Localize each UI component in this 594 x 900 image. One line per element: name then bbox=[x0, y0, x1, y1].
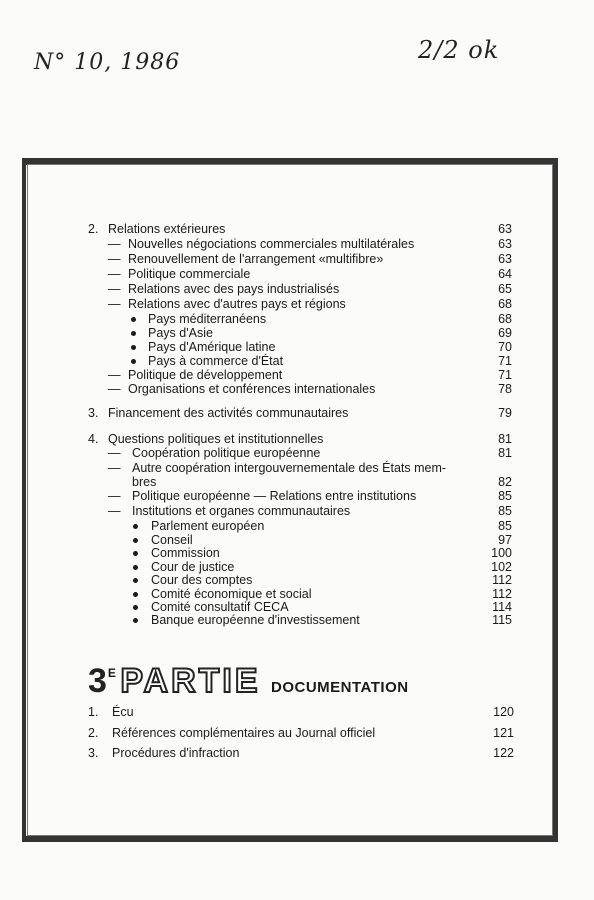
toc-page: 85 bbox=[498, 489, 512, 503]
toc-subitem: Cour de justice bbox=[151, 560, 235, 574]
toc-page: 82 bbox=[498, 475, 512, 489]
toc-subitem: Parlement européen bbox=[151, 519, 265, 533]
toc-subitem: Pays d'Asie bbox=[148, 326, 213, 340]
doc-page: 121 bbox=[493, 726, 514, 740]
toc-item: Politique européenne — Relations entre institutions bbox=[132, 489, 417, 503]
doc-page: 122 bbox=[493, 746, 514, 760]
toc-page: 68 bbox=[498, 297, 512, 311]
toc-item: Politique de développement bbox=[128, 368, 283, 382]
handwritten-page-note: 2/2 ok bbox=[418, 36, 500, 64]
doc-number: 1. bbox=[88, 705, 99, 719]
doc-title: Références complémentaires au Journal officiel bbox=[112, 726, 376, 740]
toc-page: 78 bbox=[498, 382, 512, 396]
toc-page: 70 bbox=[498, 340, 512, 354]
bullet-icon bbox=[133, 592, 138, 597]
toc-item: Autre coopération intergouvernementale des États mem- bbox=[132, 461, 447, 475]
bullet-icon bbox=[133, 605, 138, 610]
dash-mark: — bbox=[108, 297, 121, 311]
dash-mark: — bbox=[108, 237, 121, 251]
bullet-icon bbox=[131, 345, 136, 350]
toc-page: 115 bbox=[492, 613, 512, 627]
toc-subitem: Conseil bbox=[151, 533, 193, 547]
bullet-icon bbox=[131, 317, 136, 322]
toc-subitem: Pays d'Amérique latine bbox=[148, 340, 276, 354]
toc-page: 65 bbox=[498, 282, 512, 296]
toc-page: 85 bbox=[498, 504, 512, 518]
toc-page: 102 bbox=[491, 560, 512, 574]
doc-page: 120 bbox=[493, 705, 514, 719]
toc-page: 81 bbox=[498, 446, 512, 460]
toc-item-continued: bres bbox=[132, 475, 157, 489]
toc-page: 71 bbox=[498, 354, 512, 368]
section-number: 3. bbox=[88, 406, 99, 420]
toc-page: 69 bbox=[498, 326, 512, 340]
dash-mark: — bbox=[108, 368, 121, 382]
toc-page: 112 bbox=[492, 587, 512, 601]
toc-subitem: Comité économique et social bbox=[151, 587, 312, 601]
toc-item: Institutions et organes communautaires bbox=[132, 504, 351, 518]
part-number: 3 bbox=[88, 662, 108, 700]
section-page: 79 bbox=[498, 406, 512, 420]
toc-page: 71 bbox=[498, 368, 512, 382]
bullet-icon bbox=[133, 524, 138, 529]
bullet-icon bbox=[133, 538, 138, 543]
dash-mark: — bbox=[108, 446, 121, 460]
dash-mark: — bbox=[108, 252, 121, 266]
toc-subitem: Comité consultatif CECA bbox=[151, 600, 289, 614]
toc-item: Organisations et conférences internationales bbox=[128, 382, 376, 396]
part-word: PARTIE bbox=[120, 662, 261, 700]
toc-page: 97 bbox=[498, 533, 512, 547]
toc-subitem: Pays à commerce d'État bbox=[148, 354, 284, 368]
toc-subitem: Commission bbox=[151, 546, 220, 560]
section-title: Financement des activités communautaires bbox=[108, 406, 349, 420]
doc-title: Écu bbox=[112, 705, 134, 719]
section-page: 81 bbox=[498, 432, 512, 446]
dash-mark: — bbox=[108, 461, 121, 475]
toc-item: Politique commerciale bbox=[128, 267, 251, 281]
section-page: 63 bbox=[498, 222, 512, 236]
toc-item: Relations avec des pays industrialisés bbox=[128, 282, 340, 296]
section-number: 4. bbox=[88, 432, 99, 446]
bullet-icon bbox=[133, 618, 138, 623]
dash-mark: — bbox=[108, 504, 121, 518]
handwritten-issue-note: N° 10, 1986 bbox=[34, 50, 181, 75]
toc-page: 112 bbox=[492, 573, 512, 587]
section-title: Relations extérieures bbox=[108, 222, 226, 236]
bullet-icon bbox=[131, 359, 136, 364]
doc-number: 2. bbox=[88, 726, 99, 740]
toc-page: 63 bbox=[498, 237, 512, 251]
doc-title: Procédures d'infraction bbox=[112, 746, 240, 760]
section-title: Questions politiques et institutionnelles bbox=[108, 432, 324, 446]
dash-mark: — bbox=[108, 382, 121, 396]
bullet-icon bbox=[133, 565, 138, 570]
toc-item: Nouvelles négociations commerciales multilatérales bbox=[128, 237, 415, 251]
doc-number: 3. bbox=[88, 746, 99, 760]
toc-page: 100 bbox=[491, 546, 512, 560]
section-number: 2. bbox=[88, 222, 99, 236]
toc-item: Relations avec d'autres pays et régions bbox=[128, 297, 346, 311]
dash-mark: — bbox=[108, 489, 121, 503]
dash-mark: — bbox=[108, 282, 121, 296]
toc-item: Coopération politique européenne bbox=[132, 446, 321, 460]
toc-page: 114 bbox=[492, 600, 512, 614]
toc-subitem: Pays méditerranéens bbox=[148, 312, 267, 326]
dash-mark: — bbox=[108, 267, 121, 281]
toc-page: 68 bbox=[498, 312, 512, 326]
part-number-superscript: E bbox=[107, 666, 116, 680]
bullet-icon bbox=[133, 551, 138, 556]
toc-item: Renouvellement de l'arrangement «multifibre» bbox=[128, 252, 384, 266]
toc-subitem: Banque européenne d'investissement bbox=[151, 613, 360, 627]
bullet-icon bbox=[133, 578, 138, 583]
toc-page: 85 bbox=[498, 519, 512, 533]
toc-subitem: Cour des comptes bbox=[151, 573, 253, 587]
bullet-icon bbox=[131, 331, 136, 336]
toc-page: 63 bbox=[498, 252, 512, 266]
toc-page: 64 bbox=[498, 267, 512, 281]
part-heading bbox=[88, 662, 409, 701]
part-subtitle: DOCUMENTATION bbox=[271, 679, 409, 696]
